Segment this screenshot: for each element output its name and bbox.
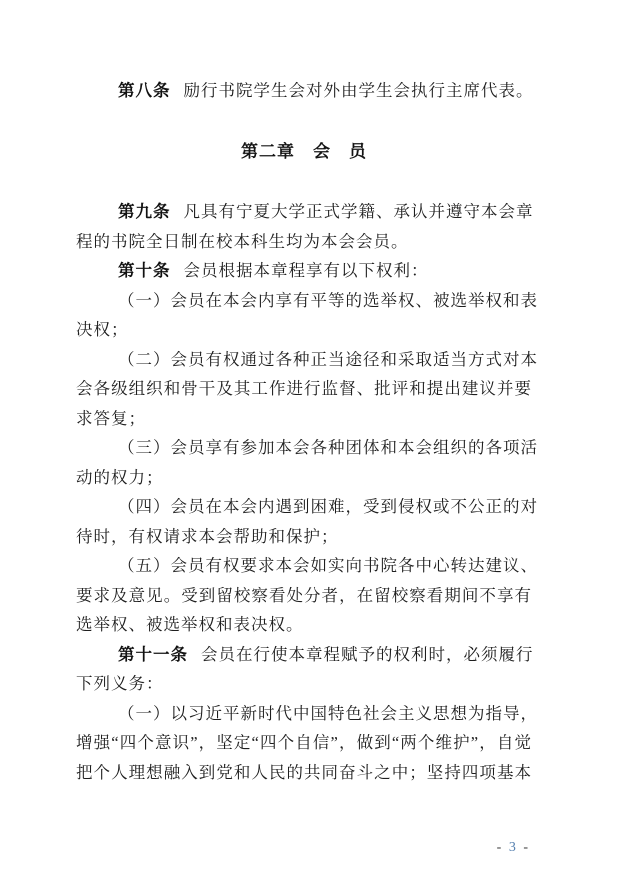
line-text: 要求及意见。受到留校察看处分者，在留校察看期间不享有 (76, 585, 532, 605)
document-line (76, 581, 532, 611)
line-text: 程的书院全日制在校本科生均为本会会员。 (76, 231, 409, 251)
line-text: 待时，有权请求本会帮助和保护； (76, 526, 339, 546)
line-text: （二）会员有权通过各种正当途径和采取适当方式对本 (118, 349, 538, 369)
line-text: 会员根据本章程享有以下权利： (183, 261, 429, 280)
document-line (76, 492, 538, 522)
document-line (76, 315, 532, 345)
page-number (497, 840, 530, 856)
line-text: 励行书院学生会对外由学生会执行主席代表。 (183, 81, 534, 100)
document-line (76, 522, 532, 552)
document-line (76, 551, 538, 581)
document-line (76, 286, 538, 316)
document-line (76, 669, 532, 699)
line-text: 决权； (76, 320, 129, 339)
document-line (76, 404, 532, 434)
document-line (76, 463, 532, 493)
blank-line (76, 166, 532, 197)
line-text: 把个人理想融入到党和人民的共同奋斗之中；坚持四项基本 (76, 762, 532, 782)
line-text: （三）会员享有参加本会各种团体和本会组织的各项活 (118, 438, 538, 457)
line-text: 选举权、被选举权和表决权。 (76, 615, 304, 634)
document-line (76, 610, 532, 640)
article-number: 第八条 (118, 81, 171, 100)
document-line (76, 345, 538, 375)
document-line (76, 699, 538, 729)
article-8-line (76, 76, 532, 106)
line-text: （五）会员有权要求本会如实向书院各中心转达建议、 (118, 556, 538, 575)
article-number: 第十条 (118, 261, 171, 280)
line-text: 动的权力； (76, 467, 164, 487)
blank-line (76, 106, 532, 137)
line-text: 增强“四个意识”，坚定“四个自信”，做到“两个维护”，自觉 (76, 733, 532, 752)
page-number-dash-right: - (523, 840, 530, 855)
article-10-line (76, 256, 532, 286)
line-text: （一）以习近平新时代中国特色社会主义思想为指导， (118, 703, 538, 723)
document-line (76, 227, 532, 257)
page-number-value: 3 (508, 840, 518, 855)
article-11-line (76, 640, 532, 670)
line-text: 凡具有宁夏大学正式学籍、承认并遵守本会章 (183, 202, 534, 221)
article-number: 第九条 (118, 202, 171, 221)
line-text: 会员在行使本章程赋予的权利时，必须履行 (201, 644, 534, 664)
document-page (76, 76, 538, 787)
line-text: （四）会员在本会内遇到困难，受到侵权或不公正的对 (118, 497, 538, 516)
line-text: 会各级组织和骨干及其工作进行监督、批评和提出建议并要 (76, 379, 532, 398)
article-number: 第十一条 (118, 644, 188, 664)
chapter-heading: 第二章 会 员 (241, 141, 367, 161)
document-line (76, 728, 532, 758)
line-text: （一）会员在本会内享有平等的选举权、被选举权和表 (118, 290, 538, 310)
document-line (76, 758, 532, 788)
document-line (76, 433, 538, 463)
document-line (76, 374, 532, 404)
line-text: 求答复； (76, 408, 146, 428)
article-9-line (76, 197, 532, 227)
page-number-dash-left: - (496, 840, 504, 855)
line-text: 下列义务： (76, 674, 164, 693)
